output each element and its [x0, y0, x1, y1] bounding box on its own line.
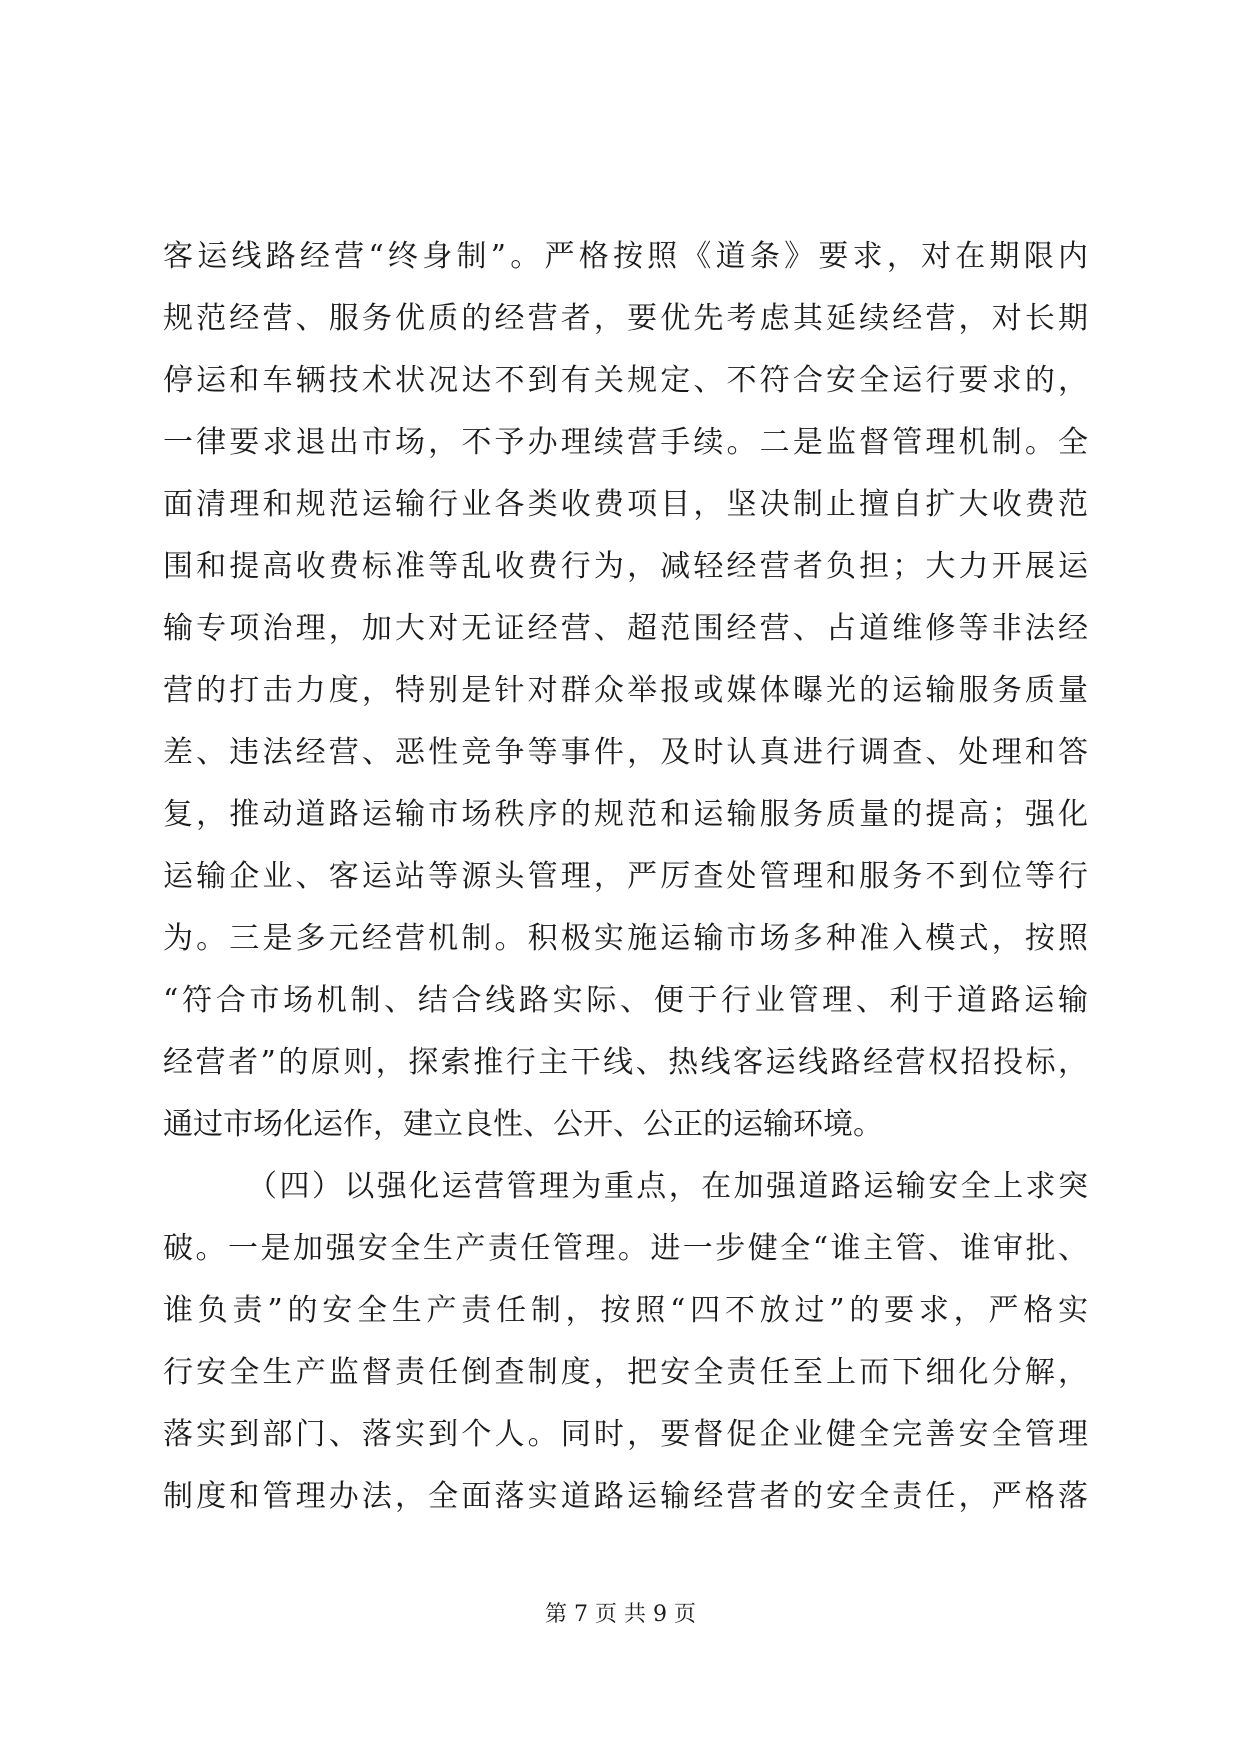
text-line: 一律要求退出市场，不予办理续营手续。二是监督管理机制。全: [163, 425, 1088, 460]
text-line: 运输企业、客运站等源头管理，严厉查处管理和服务不到位等行: [163, 859, 1088, 894]
text-line: 破。一是加强安全生产责任管理。进一步健全“谁主管、谁审批、: [163, 1231, 1088, 1266]
text-line: 为。三是多元经营机制。积极实施运输市场多种准入模式，按照: [163, 921, 1088, 956]
text-line: 营的打击力度，特别是针对群众举报或媒体曝光的运输服务质量: [163, 673, 1088, 708]
text-line: 停运和车辆技术状况达不到有关规定、不符合安全运行要求的，: [163, 363, 1088, 398]
text-line: 制度和管理办法，全面落实道路运输经营者的安全责任，严格落: [163, 1479, 1088, 1514]
text-line: 客运线路经营“终身制”。严格按照《道条》要求，对在期限内: [163, 239, 1088, 274]
page-number-footer: 第 7 页 共 9 页: [545, 1602, 696, 1627]
text-line: 面清理和规范运输行业各类收费项目，坚决制止擅自扩大收费范: [163, 487, 1088, 522]
body-text: [163, 226, 1088, 1528]
paragraph-start-line: （四）以强化运营管理为重点，在加强道路运输安全上求突: [247, 1169, 1088, 1204]
text-line: 通过市场化运作，建立良性、公开、公正的运输环境。: [163, 1107, 883, 1142]
text-line: 差、违法经营、恶性竞争等事件，及时认真进行调查、处理和答: [163, 735, 1088, 770]
text-line: 围和提高收费标准等乱收费行为，减轻经营者负担；大力开展运: [163, 549, 1088, 584]
text-line: 经营者”的原则，探索推行主干线、热线客运线路经营权招投标，: [163, 1045, 1088, 1080]
text-line: 输专项治理，加大对无证经营、超范围经营、占道维修等非法经: [163, 611, 1088, 646]
text-line: 规范经营、服务优质的经营者，要优先考虑其延续经营，对长期: [163, 301, 1088, 336]
text-line: 行安全生产监督责任倒查制度，把安全责任至上而下细化分解，: [163, 1355, 1088, 1390]
text-line: “符合市场机制、结合线路实际、便于行业管理、利于道路运输: [163, 983, 1088, 1018]
text-line: 落实到部门、落实到个人。同时，要督促企业健全完善安全管理: [163, 1417, 1088, 1452]
text-line: 复，推动道路运输市场秩序的规范和运输服务质量的提高；强化: [163, 797, 1088, 832]
text-line: 谁负责”的安全生产责任制，按照“四不放过”的要求，严格实: [163, 1293, 1088, 1328]
